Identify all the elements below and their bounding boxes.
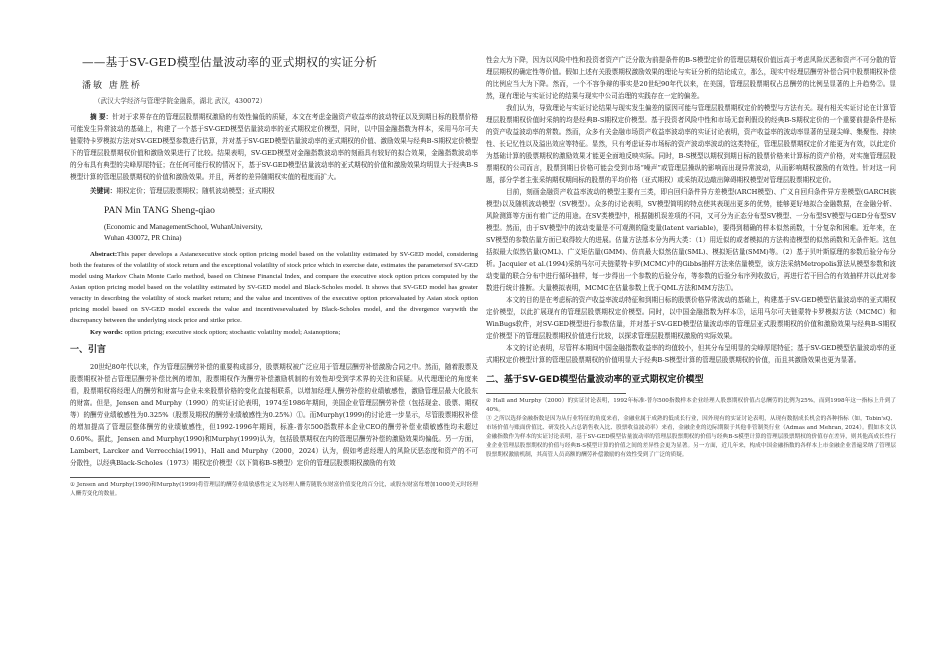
- keywords-en: [90, 327, 478, 338]
- abstract-cn: [70, 111, 478, 183]
- section-1-paragraph: 20世纪80年代以来，作为管理层酬劳补偿的重要构成部分，股票期权被广泛应用于管理层酬劳补偿激励合同之中。然而，随着股票及股票期权补偿占管理层酬劳补偿比例的增加，股票期权作为酬劳补偿激励机制的有效性却受到学术界的关注和质疑。从代理理论的角度来看，股票期权将经理人的酬劳和财富与企业未来股票价格的变化直接相联系，以增加经理人酬劳补偿的业绩敏感性，激励管理层最大化股东的财富。但是，Jensen and Murphy（1990）的实证讨论表明，1974至1986年期间，美国企业管理层酬劳补偿（包括现金、股票、期权等）的酬劳业绩敏感性为0.325%（股票及期权的酬劳业绩敏感性为0.25%）①。而Murphy(1999)的讨论进一步显示，尽管股票期权补偿的增加提高了管理层整体酬劳的业绩敏感性，但1992-1996年期间，标准-普尔500指数样本企业CEO的酬劳补偿业绩敏感性均未超过0.60%。据此，Jensen and Murphy(1990)和Murphy(1999)认为，包括股票期权在内的管理层酬劳补偿的激励效果均偏低。另一方面，Lambert, Larcker and Verrecchia(1991)、Hall and Murphy（2000，2024）认为，假如考虑经理人的风险厌恶态度和资产的不可分散性，以经典Black-Scholes（1973）期权定价模型（以下简称B-S模型）定价的管理层股票期权激励的有效: [70, 363, 478, 467]
- abstract-en-text: This paper develops a Asianexecutive stock option pricing model based on the volatility estimated by SV-GED model, considering both the features of the volatility of stock return and the exceptional volatility of stock price which in exercise date, estimates the parametersof SV-GED model using Markov Chain Monte Carlo method, based on Chinese Financial Index, and compare the executive stock option prices computed by the Asian option pricing model based on the volatility estimated by SV-GED model and Black-Scholes model. It shows that SV-GED model has greater veracity in describing the volatility of stock market return; and the value and incentives of the executive option pricevaluated by Asian stock option pricing model based on SV-GED model exceeds the value and incentivesevaluated by Black-Scholes model, and the divergence varywith the discrepancy between the underlying stock price and strike price.: [70, 251, 478, 324]
- left-column: [70, 54, 478, 666]
- affiliation-cn: （武汉大学经济与管理学院金融系，湖北 武汉，430072）: [94, 97, 267, 105]
- right-paragraph-2: 我们认为，导致理论与实证讨论结果与现实发生偏差的原因可能与管理层股票期权定价的模型与方法有关。现有相关实证讨论在计算管理层股票期权价值时采纳的均是经典B-S期权定价模型。基于投资者风险中性和市场无套利假设的经典B-S期权定价的一个重要前提条件是标的资产收益波动率的常数。然而，众多有关金融市场资产收益率波动率的实证讨论表明，资产收益率的波动率显著的呈现尖峰、集聚性、持续性、长记忆性以及溢出效应等特征。显然，只有考虑证券市场标的资产波动率波动的这类特征，管理层股票期权定价才能更为有效，以此定价为基础计算的股票期权的激励效果才能更全面地反映实际。同时，B-S模型以期权到期日标的股票价格来计算标的资产价格，对实施管理层股票期权的公司而言，股票到期日价格可能会受到市场“噪声”或管理层操纵的影响而出现异常波动，从而影响期权激励的有效性。针对这一问题，部分学者主张采纳期权期间标的股票的平均价格（亚式期权）或采纳双边敲出障碍期权模型对管理层股票期权定价。: [486, 104, 896, 184]
- abstract-en-label: Abstract:: [90, 251, 118, 258]
- abstract-cn-text: 针对于求界存在的管理层股票期权激励的有效性偏低的质疑，本文在考虑金融资产收益率的波动特征以及到期日标的股票价格可能发生异常波动的基础上，构建了一个基于SV-GED模型估量波动率的亚式期权定价模型，同时，以中国金融指数为样本，采用马尔可夫链蒙特卡罗模拟方法对SV-GED模型参数进行估算，并对基于SV-GED模型估量波动率的亚式期权的价值、激励效果与经典B-S期权定价模型下的管理层股票期权价值和激励效果进行了比较。结果表明，SV-GED模型对金融指数波动率的刻画具有较好的拟合效果，金融指数波动率的分布具有典型的尖峰厚尾特征；在任何可能行权的情况下，基于SV-GED模型估量波动率的亚式期权的价值和激励效果均明显大于经典B-S模型计算的管理层股票期权的价值和激励效果。并且，两者的差异随期权实值的程度而扩大。: [70, 113, 478, 181]
- right-paragraph-4: 本文的目的是在考虑标的资产收益率波动特征和到期日标的股票价格异常波动的基础上，构建基于SV-GED模型估量波动率的亚式期权定价模型，以此扩展现有的管理层股票期权定价模型。同时，以中国金融指数为样本③，运用马尔可夫链蒙特卡罗模拟方法（MCMC）和WinBugs软件，对SV-GED模型进行参数估量，并对基于SV-GED模型估量波动率的管理层亚式股票期权的价值和激励效果与经典B-S期权定价模型下的管理层股票期权价值进行比较，以探求管理层股票期权激励的实际效果。: [486, 296, 896, 340]
- section-2-heading: 二、基于SV-GED模型估量波动率的亚式期权定价模型: [486, 375, 704, 385]
- authors-en: PAN Min TANG Sheng-qiao: [104, 205, 215, 216]
- right-paragraph-1: 性会大为下降，因为以风险中性和投资者资产广泛分散为前提条件的B-S模型定价的管理层期权价值远高于考虑风险厌恶和资产不可分散的管理层期权的确定性等价值。假如上述有关股票期权激励效果的理论与实证分析的结论成立，那么，现实中经理层酬劳补偿合同中股票期权补偿的比例应当大为下降。然而，一个不容争辩的事实是20世纪90年代以来，在美国，管理层股票期权占总酬劳的比例呈显著的上升趋势②。显然，现有理论与实证讨论的结果与现实中公司治理的实践存在一定的偏差。: [486, 56, 896, 100]
- abstract-cn-label: 摘 要：: [90, 113, 113, 121]
- keywords-cn-label: 关键词：: [90, 187, 117, 195]
- affiliation-en-line1: (Economic and ManagementSchool, WuhanUniversity,: [104, 223, 263, 231]
- right-paragraph-3: 目前，刻画金融资产收益率波动的模型主要有三类，即自回归条件异方差模型(ARCH模型)、广义自回归条件异方差模型(GARCH族模型)以及随机波动模型（SV模型）。众多的讨论表明，SV模型简明的特点使其表现出更多的优势，能够更好地拟合金融数据，在金融分析、风险测算等方面有着广泛的用途。在SV类模型中，根据随机误差项的不同，又可分为正态分布型SV模型、一分布型SV模型与GED分布型SV模型。然而，由于SV模型中的波动变量是不可观测的隐变量(latent variable)，要得到精确的样本似然函数，十分复杂和困难。近年来，在SV模型的参数估量方面已取得较大的进展。估量方法基本分为两大类：（1）用近似的或者模拟的方法构造模型的似然函数和无条件矩。这包括拟最大似然估量(QML)、广义矩估量(GMM)、仿真最大似然估量(SML)、模拟矩估量(SMM)等。（2）基于贝叶斯原理的参数后验分布分析。Jacquier et al.(1994)采纳马尔可夫链蒙特卡罗(MCMC)中的Gibbs抽样方法来估量模型，该方法采纳Metropolis算法从模型参数和波动变量的联合分布中进行循环抽样，每一步得出一个参数的后验分布，等参数的后验分布序列收敛后，再进行若干回合的有效抽样并以此对参数进行统计推断。大量模拟表明，MCMC在估量参数上优于QML方法和MM方法①。: [486, 188, 896, 292]
- keywords-en-label: Key words:: [90, 329, 123, 336]
- footnote-2: ② Hall and Murphy（2000）的实证讨论表明，1992年标准-普尔500指数样本企业经理人股票期权价值占总酬劳的比例为25%，而到1998年这一指标上升到了40%。: [486, 398, 896, 413]
- footnote-1: ① Jensen and Murphy(1990)和Murphy(1999)将管理层的酬劳业绩敏感性定义为经理人酬劳随股东财富价值变化的百分比，或股东财富每增加1000美元时经理人酬劳变化的数量。: [70, 482, 478, 497]
- footnote-rule-right: [486, 393, 626, 394]
- keywords-en-text: option pricing; executive stock option; stochastic volatility model; Asianoptions;: [124, 329, 341, 336]
- footnote-3: ③ 之所以选择金融指数是因为从行业特征的角度来看，金融业属于成熟的低成长行业，因外现有的实证讨论表明，从现有数据成长机会的各种指标（如，Tobin'sQ、市场价值与账面价值比、研发投入占总销售收入比、股票收益波动率）来看，金融企业的边际期限于其他非管制类行业（Admas and Mehran, 2024）。假如本文以金融指数作为样本的实证讨论表明，基于SV-GED模型估量波动率的管理层股票期权的价值与经典B-S模型计算的管理层股票期权的价值存在差异，则其他高成长性行业企业管理层股票期权的价值与经典B-S模型计算的价值之间的差异性会更为显著。另一方面，近几年来，构成中国金融指数的各样本上市金融企业普遍采纳了管理层股票期权激励机制，其高管人员高额的酬劳补偿激励的有效性受到了广泛的质疑。: [486, 416, 896, 458]
- right-paragraph-5: 本文的讨论表明，尽管样本期间中国金融指数收益率的均值较小，但其分布呈明显的尖峰厚尾特征；基于SV-GED模型估量波动率的亚式期权定价模型计算的管理层股票期权的价值明显大于经典B-S模型计算的管理层股票期权的价值，而且其激励效果也更为显著。: [486, 344, 896, 364]
- paper-title: ——基于SV-GED模型估量波动率的亚式期权的实证分析: [82, 55, 378, 69]
- keywords-cn: [90, 185, 478, 197]
- authors-cn: 潘敏 唐胜桥: [82, 81, 142, 91]
- section-1-heading: 一、引言: [70, 345, 107, 355]
- footnote-rule-left: [70, 477, 210, 478]
- keywords-cn-text: 期权定价；管理层股票期权；随机波动模型；亚式期权: [116, 187, 275, 195]
- affiliation-en-line2: Wuhan 430072, PR China): [104, 234, 182, 242]
- affiliation-en: [104, 222, 478, 244]
- right-column: [486, 54, 896, 666]
- abstract-en: [70, 249, 478, 326]
